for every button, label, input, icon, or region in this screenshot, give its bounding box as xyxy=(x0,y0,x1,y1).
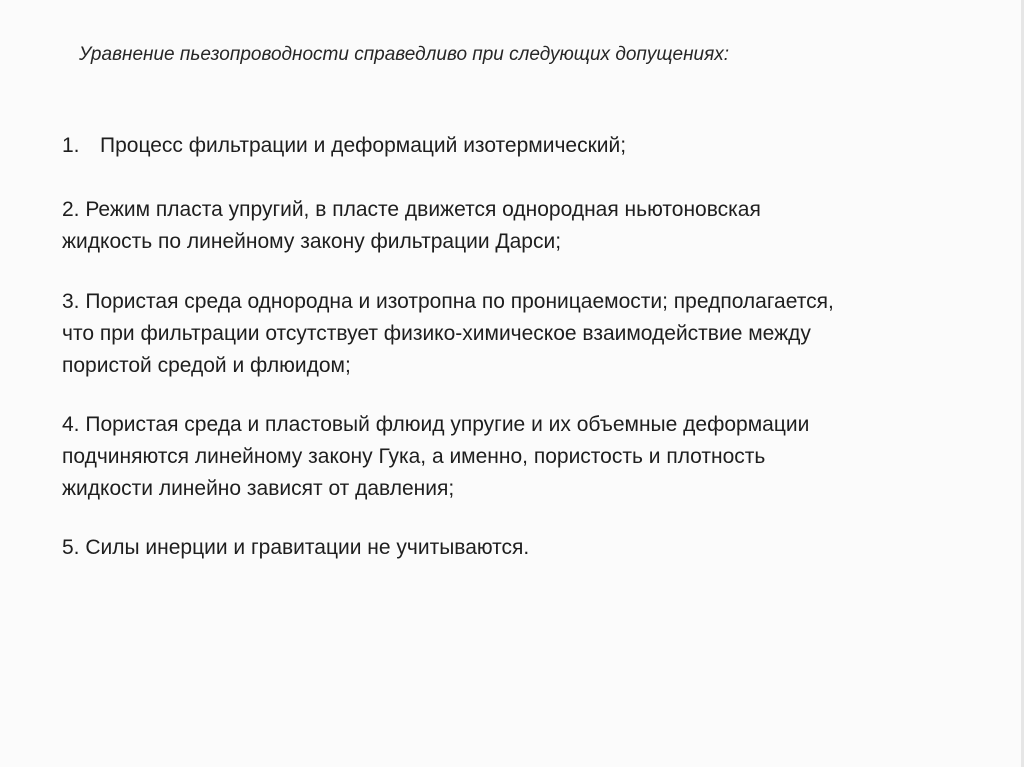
assumption-line: 2. Режим пласта упругий, в пласте движется однородная ньютоновская xyxy=(62,198,761,221)
assumption-line: подчиняются линейному закону Гука, а именно, пористость и плотность xyxy=(62,445,766,468)
slide-title: Уравнение пьезопроводности справедливо при следующих допущениях: xyxy=(79,44,730,65)
assumption-line: жидкости линейно зависят от давления; xyxy=(62,477,455,500)
assumption-line: жидкость по линейному закону фильтрации Дарси; xyxy=(62,230,562,253)
assumption-item-2 xyxy=(62,194,761,258)
assumption-line: пористой средой и флюидом; xyxy=(62,354,351,377)
assumption-item-4 xyxy=(62,409,809,505)
assumption-line: 3. Пористая среда однородна и изотропна по проницаемости; предполагается, xyxy=(62,290,834,313)
assumption-line: 4. Пористая среда и пластовый флюид упругие и их объемные деформации xyxy=(62,413,810,436)
assumption-line: что при фильтрации отсутствует физико-химическое взаимодействие между xyxy=(62,322,811,345)
assumption-item-1 xyxy=(62,130,626,162)
assumption-line: 5. Силы инерции и гравитации не учитываются. xyxy=(62,536,530,559)
assumption-number: 1. xyxy=(62,134,80,157)
assumption-item-3 xyxy=(62,286,834,382)
assumption-item-5 xyxy=(62,532,529,564)
assumption-text: Процесс фильтрации и деформаций изотермический; xyxy=(100,134,627,157)
assumption-line xyxy=(62,130,626,162)
